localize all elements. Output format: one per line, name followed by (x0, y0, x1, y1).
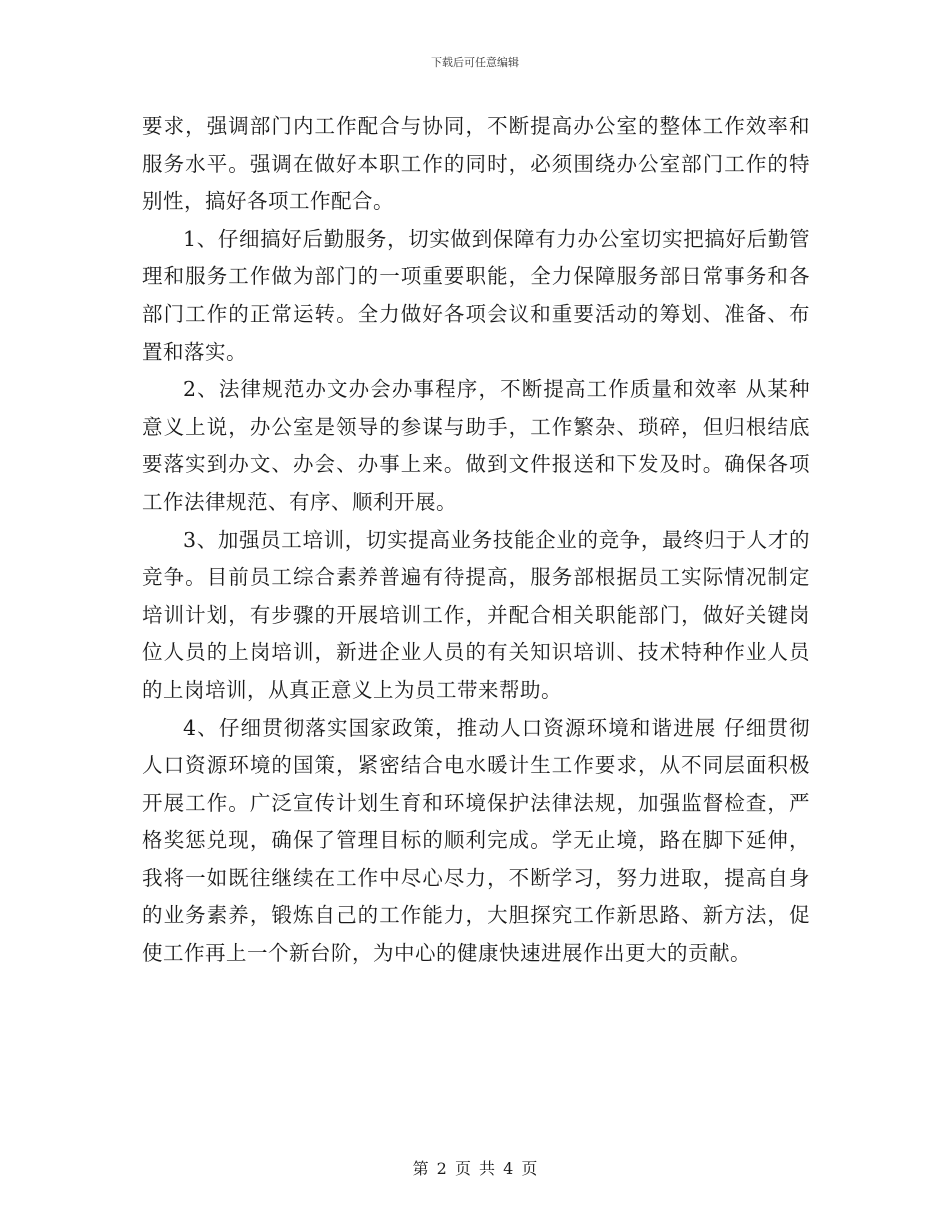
paragraph-item-2: 2、法律规范办文办会办事程序，不断提高工作质量和效率 从某种意义上说，办公室是领导的参谋与助手，工作繁杂、琐碎，但归根结底要落实到办文、办会、办事上来。做到文件报送和下发及时。确保各项工作法律规范、有序、顺利开展。 (142, 377, 810, 514)
paragraph-continuation: 要求，强调部门内工作配合与协同，不断提高办公室的整体工作效率和服务水平。强调在做好本职工作的同时，必须围绕办公室部门工作的特别性，搞好各项工作配合。 (142, 114, 810, 214)
page-number-footer: 第 2 页 共 4 页 (412, 1159, 538, 1178)
paragraph-item-4: 4、仔细贯彻落实国家政策，推动人口资源环境和谐进展 仔细贯彻人口资源环境的国策，紧密结合电水暖计生工作要求，从不同层面积极开展工作。广泛宣传计划生育和环境保护法律法规，加强监督检查，严格奖惩兑现，确保了管理目标的顺利完成。学无止境，路在脚下延伸，我将一如既往继续在工作中尽心尽力，不断学习，努力进取，提高自身的业务素养，锻炼自己的工作能力，大胆探究工作新思路、新方法，促使工作再上一个新台阶，为中心的健康快速进展作出更大的贡献。 (142, 715, 810, 966)
document-body (142, 108, 810, 973)
header-note: 下载后可任意编辑 (431, 56, 519, 69)
paragraph-item-3: 3、加强员工培训，切实提高业务技能企业的竞争，最终归于人才的竞争。目前员工综合素养普遍有待提高，服务部根据员工实际情况制定培训计划，有步骤的开展培训工作，并配合相关职能部门，做好关键岗位人员的上岗培训，新进企业人员的有关知识培训、技术特种作业人员的上岗培训，从真正意义上为员工带来帮助。 (142, 527, 810, 702)
paragraph-item-1: 1、仔细搞好后勤服务，切实做到保障有力办公室切实把搞好后勤管理和服务工作做为部门的一项重要职能，全力保障服务部日常事务和各部门工作的正常运转。全力做好各项会议和重要活动的筹划、准备、布置和落实。 (142, 226, 810, 364)
